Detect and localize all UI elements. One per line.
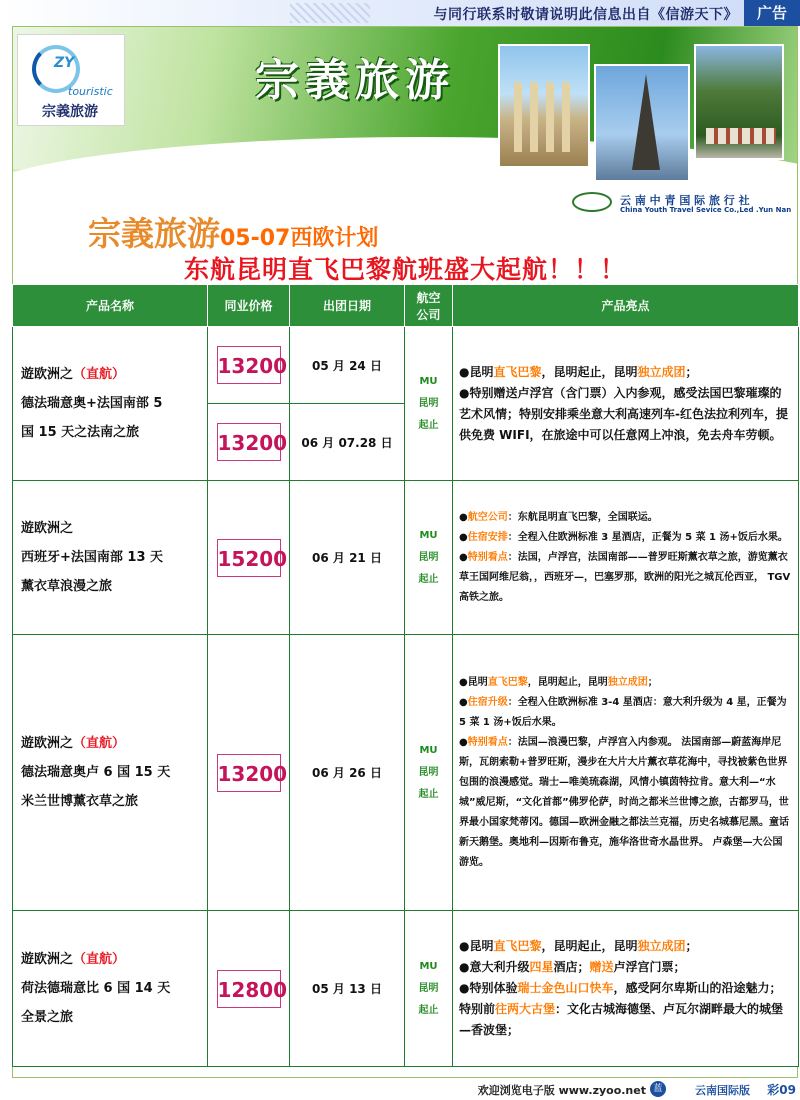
eiffel-tower-icon (632, 74, 660, 170)
hl-emphasis: 赠送 (589, 960, 614, 974)
header-airline (405, 285, 453, 327)
hl-text: ● (459, 736, 468, 748)
direct-flight-tag: （直航） (73, 952, 126, 967)
hl-emphasis: 特别看点 (467, 551, 508, 563)
stripe-decoration (290, 3, 370, 23)
logo-chinese: 宗義旅游 (42, 104, 98, 120)
airline-route: 起止 (418, 788, 439, 800)
hl-text: ，感受阿尔卑斯山的沿途魅力；特别前 (459, 981, 782, 1016)
airline-cell (405, 911, 453, 1067)
name-line3: 米兰世博薰衣草之旅 (21, 794, 139, 809)
departure-date: 05 月 13 日 (290, 911, 405, 1067)
departure-date: 06 月 26 日 (290, 635, 405, 911)
hl-emphasis: 独立成团 (637, 364, 686, 379)
temple-column (546, 82, 554, 152)
hl-text: ：全程入住欧洲标准 3-4 星酒店：意大利升级为 4 星，正餐为 5 菜 1 汤+饭后水果。 (459, 696, 787, 728)
airline-code: MU (419, 529, 438, 541)
table-row (13, 327, 799, 404)
table-row (13, 635, 799, 911)
hl-emphasis: 四星 (529, 960, 554, 974)
airline-route: 起止 (418, 419, 439, 431)
header-airline-l1: 航空 (416, 290, 441, 305)
hl-emphasis: 住宿升级 (467, 696, 508, 708)
direct-flight-tag: （直航） (73, 736, 126, 751)
hl-emphasis: 住宿安排 (467, 531, 508, 543)
hl-text: ：全程入住欧洲标准 3 星酒店，正餐为 5 菜 1 汤+饭后水果。● (459, 531, 788, 563)
name-line3: 薰衣草浪漫之旅 (21, 579, 113, 594)
hl-emphasis: 直飞巴黎 (487, 676, 528, 688)
header-price: 同业价格 (208, 285, 290, 327)
top-notice-bar (0, 0, 800, 26)
banner-title: 宗義旅游 (255, 55, 455, 106)
hl-text: ：文化古城海德堡、卢瓦尔湖畔最大的城堡—香波堡； (459, 1002, 784, 1037)
table-row (13, 481, 799, 635)
departure-date: 06 月 07.28 日 (290, 404, 405, 481)
hl-emphasis: 往两大古堡 (495, 1002, 556, 1016)
hl-emphasis: 独立成团 (637, 939, 686, 953)
agency-logo-icon (572, 192, 612, 212)
airline-city: 昆明 (418, 766, 439, 778)
price-value: 13200 (217, 754, 281, 792)
hl-paragraph: ●特别赠送卢浮宫（含门票）入内参观，感受法国巴黎璀璨的艺术风情；特别安排乘坐意大利高速列车-红色法拉利列车，提供免费 WIFI，在旅途中可以任意网上冲浪，免去舟车劳顿。 (459, 385, 788, 442)
logo-english: touristic (68, 85, 113, 98)
company-logo (17, 34, 125, 126)
airline-route: 起止 (418, 1004, 439, 1016)
highlights-cell (453, 481, 799, 635)
headline-plan: 05-07西欧计划 (220, 226, 379, 251)
airline-code: MU (419, 960, 438, 972)
departure-date: 05 月 24 日 (290, 327, 405, 404)
headline-brand (88, 208, 378, 255)
name-line2: 德法瑞意奥卢 6 国 15 天 (21, 765, 171, 780)
name-prefix: 遊欧洲之 (21, 736, 74, 751)
price-value: 13200 (217, 423, 281, 461)
temple-column (514, 82, 522, 152)
name-line3: 国 15 天之法南之旅 (21, 425, 140, 440)
hl-text: ●特别体验 (459, 981, 518, 995)
hl-text: ●意大利升级 (459, 960, 530, 974)
airline-city: 昆明 (418, 982, 439, 994)
hl-text: ； (685, 364, 698, 379)
highlights-cell (453, 911, 799, 1067)
airline-cell (405, 635, 453, 911)
table-header-row (13, 285, 799, 327)
price-value: 13200 (217, 346, 281, 384)
hl-text: ：法国，卢浮宫，法国南部——普罗旺斯薰衣草之旅，游览薰衣草王国阿维尼翁，，西班牙—，巴塞罗那，欧洲的阳光之城瓦伦西亚， TGV 高铁之旅。 (459, 551, 791, 603)
name-line3: 全景之旅 (21, 1010, 74, 1025)
eiffel-tower-photo (594, 64, 690, 182)
name-prefix: 遊欧洲之 (21, 367, 74, 382)
hl-emphasis: 直飞巴黎 (493, 364, 542, 379)
price-cell (208, 635, 290, 911)
hl-text: ●昆明 (459, 364, 494, 379)
hl-text: ● (459, 696, 468, 708)
name-prefix: 遊欧洲之 (21, 521, 74, 536)
headline-brand-name: 宗義旅游 (88, 214, 220, 253)
airline-city: 昆明 (418, 551, 439, 563)
logo-letters: ZY (54, 55, 75, 71)
hl-text: ； (685, 939, 698, 953)
direct-flight-tag: （直航） (73, 367, 126, 382)
hl-text: ，昆明起止，昆明 (527, 676, 608, 688)
name-line2: 荷法德瑞意比 6 国 14 天 (21, 981, 171, 996)
airline-code: MU (419, 375, 438, 387)
name-line2: 西班牙+法国南部 13 天 (21, 550, 164, 565)
tour-name (13, 481, 208, 635)
footer-website: 欢迎浏览电子版 www.zyoo.net (477, 1084, 646, 1097)
hl-text: ●昆明 (459, 676, 488, 688)
mountain-village-photo (694, 44, 784, 160)
price-cell (208, 327, 290, 404)
hl-text: 卢浮宫门票； (613, 960, 686, 974)
hl-emphasis: 独立成团 (607, 676, 648, 688)
header-name: 产品名称 (13, 285, 208, 327)
price-value: 12800 (217, 970, 281, 1008)
header-highlights: 产品亮点 (453, 285, 799, 327)
footer-page-number: 彩09 (767, 1083, 796, 1097)
hl-text: ，昆明起止，昆明 (541, 364, 638, 379)
name-line2: 德法瑞意奥+法国南部 5 (21, 396, 163, 411)
temple-column (562, 82, 570, 152)
tour-name (13, 327, 208, 481)
tour-name (13, 911, 208, 1067)
header-date: 出团日期 (290, 285, 405, 327)
temple-column (530, 82, 538, 152)
hl-emphasis: 特别看点 (467, 736, 508, 748)
ad-label: 广告 (744, 0, 800, 26)
hl-text: ●昆明 (459, 939, 494, 953)
departure-date: 06 月 21 日 (290, 481, 405, 635)
hl-text: ● (459, 531, 468, 543)
page-footer (0, 1078, 800, 1100)
airline-code: MU (419, 744, 438, 756)
hl-text: ，昆明起止，昆明 (541, 939, 638, 953)
price-cell (208, 404, 290, 481)
footer-magazine: 云南国际版 (695, 1084, 750, 1097)
hl-text: 酒店； (553, 960, 590, 974)
contact-notice: 与同行联系时敬请说明此信息出自《信游天下》 (433, 7, 738, 23)
tour-name (13, 635, 208, 911)
highlights-cell (453, 327, 799, 481)
hl-text: ：法国—浪漫巴黎，卢浮宫入内参观。 法国南部—蔚蓝海岸尼斯，瓦朗索勒+普罗旺斯，漫步在大片大片薰衣草花海中，寻找被紫色世界包围的浪漫感觉。瑞士—唯美琉森湖，风情小镇茵特拉肯。意大利—“水城”威尼斯，“文化首都”佛罗伦萨，时尚之都米兰世博之旅，古都罗马，世界最小国家梵蒂冈。德国—欧洲金融之都法兰克福，历史名城慕尼黑。童话新天鹅堡。奥地利—因斯布鲁克，施华洛世奇水晶世界。 卢森堡—大公国游览。 (459, 736, 789, 868)
hl-emphasis: 航空公司 (467, 511, 508, 523)
village-houses (706, 128, 776, 144)
footer-badge-icon: 蓝 (650, 1081, 666, 1097)
hl-emphasis: 直飞巴黎 (493, 939, 542, 953)
airline-cell (405, 327, 453, 481)
airline-city: 昆明 (418, 397, 439, 409)
agency-name-cn: 云 南 中 青 国 际 旅 行 社 (620, 194, 750, 207)
agency-name-en: China Youth Travel Sevice Co.,Led .Yun Nan (620, 206, 792, 214)
hl-text: ； (647, 676, 658, 688)
tour-table (12, 284, 799, 1067)
table-row (13, 911, 799, 1067)
headline-slogan: 东航昆明直飞巴黎航班盛大起航！！！ (184, 255, 627, 284)
hl-text: ：东航昆明直飞巴黎，全国联运。 (507, 511, 658, 523)
price-cell (208, 911, 290, 1067)
header-airline-l2: 公司 (416, 307, 441, 322)
athens-temple-photo (498, 44, 590, 168)
airline-cell (405, 481, 453, 635)
price-cell (208, 481, 290, 635)
price-value: 15200 (217, 539, 281, 577)
hl-text: ● (459, 511, 468, 523)
airline-route: 起止 (418, 573, 439, 585)
name-prefix: 遊欧洲之 (21, 952, 74, 967)
hl-emphasis: 瑞士金色山口快车 (517, 981, 614, 995)
highlights-cell (453, 635, 799, 911)
